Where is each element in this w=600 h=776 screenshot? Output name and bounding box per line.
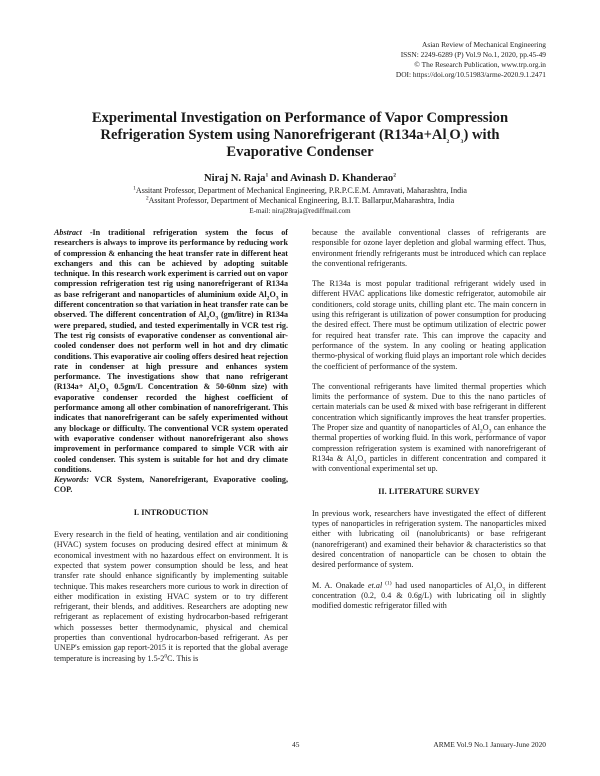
author-email[interactable]: E-mail: niraj28raja@rediffmail.com	[249, 207, 351, 216]
journal-header	[246, 40, 546, 80]
paper-title	[60, 110, 540, 161]
abstract: Abstract -In traditional refrigeration system the focus of researchers is always to improve its performance by reducing work of compression & enhancing the heat transfer rate in different heat exchangers and this can be achieved by adopting suitable technique. In this research work experiment is carried out on vapor compression refrigeration test rig using nanorefrigerant of R134a as base refrigerant and nanoparticles of aluminium oxide $Al_2O_3$ in different concentration so that variation in heat transfer rate can be observed. The different concentration of $Al_2O_3$ (gm/litre) in R134a were prepared, studied, and tested experimentally in VCR test rig. The test rig consists of evaporative condenser as conventional air-cooled condenser does not perform well in hot and dry climatic conditions. This evaporative air cooling offers desired heat rejection rate in condenser at high pressure and enhances system performance. The investigations show that nano refrigerant ($R134a+ Al_2O_3$ 0.5gm/L Concentration & 50-60nm size) with evaporative condenser recorded the highest coefficient of performance among all other combination of nanorefrigerant. This indicates that nanorefrigerant can be safely experimented without any blockage or difficulty. The conventional VCR system operated with evaporative condenser without nanorefrigerant also shows improvement in performance compared to simple VCR with air cooled condenser. This system is suitable for hot and dry climate conditions.	[54, 228, 288, 474]
issn-line: ISSN: 2249-6289 (P) Vol.9 No.1, 2020, pp.45-49	[400, 50, 546, 59]
right-paragraph-5: M. A. Onakade et.al $^{(1)}$ had used nanoparticles of $Al_2O_3$ in different concentration (0.2, 0.4 & 0.6g/L) with lubricating oil in slightly modified domestic refrigerator filled with	[312, 579, 547, 611]
affiliation-1: $^1$Assitant Professor, Department of Mechanical Engineering, P.R.P.C.E.M. Amravati, Maharashtra, India	[133, 185, 467, 195]
affiliations	[40, 186, 560, 217]
keywords-label: Keywords:	[54, 475, 90, 485]
left-column	[54, 228, 288, 674]
publisher-line: © The Research Publication, www.trp.org.in	[414, 60, 546, 69]
abstract-label: Abstract	[54, 228, 82, 237]
journal-name: Asian Review of Mechanical Engineering	[422, 40, 546, 49]
right-paragraph-1: because the available conventional classes of refrigerants are responsible for ozone layer depletion and global warming effect. Thus, environment friendly refrigerants must be introduced which can replace the conventional refrigerants.	[312, 228, 546, 268]
right-paragraph-2: The R134a is most popular traditional refrigerant widely used in different HVAC applications like domestic refrigerator, automobile air conditioners, cold storage units, chilling plant etc. The main concern in using this refrigerant is utilization of power consumption for producing the desired effect. There must be optimum utilization of electric power for required heat transfer rate. This can improve the capacity and performance of the system. In any cooling or heating application thermo-physical of working fluid plays an important role which decides the coefficient of performance of the system.	[312, 279, 546, 371]
keywords: Keywords: VCR System, Nanorefrigerant, Evaporative cooling, COP.	[54, 475, 288, 495]
title-line-3: Evaporative Condenser	[226, 144, 374, 160]
intro-paragraph: Every research in the field of heating, ventilation and air conditioning (HVAC) system focuses on producing desired effect at minimum & economical investment with no hazardous effect on environment. It is expected that system power consumption should be less, and heat transfer rate should enhance significantly by implementing suitable technique. This makes researchers more curious to work in direction of either modification in existing HVAC system or to try different refrigerant, their blends, and additives. Researchers are adopting new refrigerant as replacement of existing hydrocarbon-based refrigerant which possesses better thermodynamic, physical and chemical properties than conventional hydrocarbon-based refrigerant. As per UNEP's emission gap report-2015 it is reported that the global average temperature is increasing by $1.5-2^0C$. This is	[54, 530, 288, 663]
right-paragraph-4: In previous work, researchers have investigated the effect of different types of nanoparticles in refrigeration system. The nanoparticles mixed either with lubricating oil (nanolubricants) or base refrigerant (nanorefrigerant) and examined their behavior & characteristics so that desired concentration of nanoparticle can be chosen to obtain the desired performance of system.	[312, 508, 546, 570]
author-list: Niraj N. Raja$^1$ and Avinash D. Khanderao$^2$	[203, 172, 396, 184]
doi-line[interactable]: DOI: https://doi.org/10.51983/arme-2020.9.1.2471	[395, 70, 546, 79]
author-2: Avinash D. Khanderao	[290, 173, 394, 184]
right-column	[312, 228, 546, 622]
section-heading-literature-survey: II. LITERATURE SURVEY	[378, 486, 480, 496]
footer-journal: ARME Vol.9 No.1 January-June 2020	[433, 740, 546, 749]
title-line-1: Experimental Investigation on Performance of Vapor Compression	[91, 110, 509, 126]
right-paragraph-3: The conventional refrigerants have limited thermal properties which limits the performance of system. Due to this the nano particles of certain materials can be used & mixed with base refrigerant in different concentration which significantly improves the heat transfer properties. The Proper size and quantity of nanoparticles of $Al_2O_3$ can enhance the thermal properties of working fluid. In this work, performance of vapor compression refrigeration system is examined with nanorefrigerant of R134a & $Al_2O_3$ particles in different concentration and compared it with conventional experimental set up.	[312, 381, 546, 474]
title-line-2: Refrigeration System using Nanorefrigerant $(R134a+Al_2O_3)$ with	[100, 127, 500, 145]
page-number: 45	[292, 740, 300, 749]
affiliation-2: $^2$Assitant Professor, Department of Mechanical Engineering, B.I.T. Ballarpur,Maharashtra, India	[145, 195, 455, 206]
author-1: Niraj N. Raja	[203, 173, 266, 184]
section-heading-introduction: I. INTRODUCTION	[133, 507, 209, 517]
